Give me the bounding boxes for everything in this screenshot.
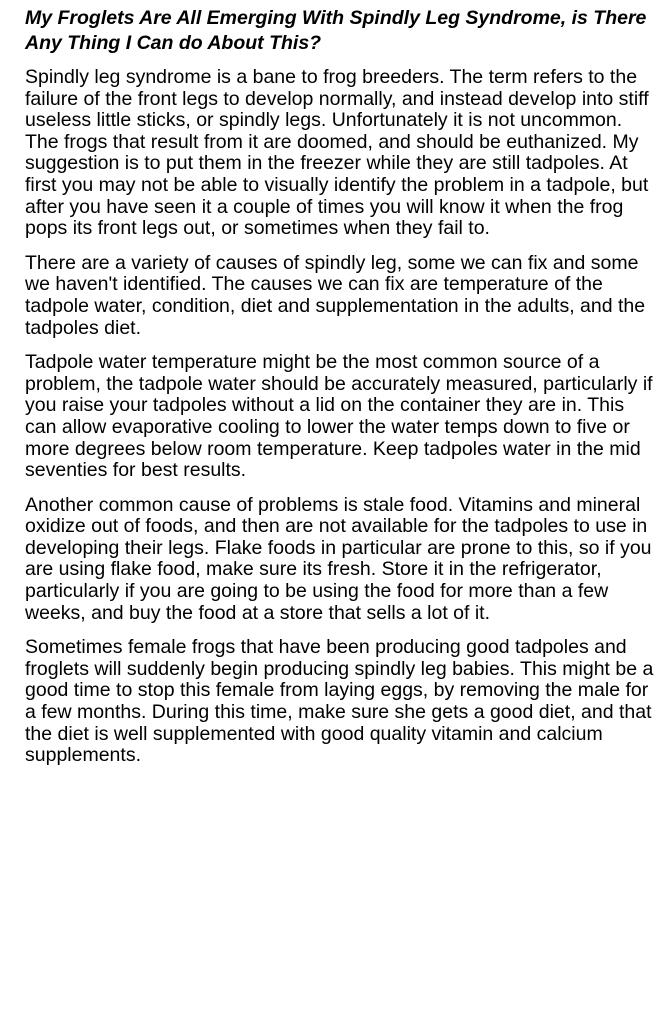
article-paragraph-2: There are a variety of causes of spindly leg, some we can fix and some we haven't identified. The causes we can fix are temperature of the tadpole water, condition, diet and supplementation in the adults, and the tadpoles diet. (25, 251, 646, 339)
article-paragraph-1: Spindly leg syndrome is a bane to frog breeders. The term refers to the failure of the front legs to develop normally, and instead develop into stiff useless little sticks, or spindly legs. Unfortunately it is not uncommon. The frogs that result from it are doomed, and should be euthanized. My suggestion is to put them in the freezer while they are still tadpoles. At first you may not be able to visually identify the problem in a tadpole, but after you have seen it a couple of times you will know it when the frog pops its front legs out, or sometimes when they fail to. (25, 66, 649, 240)
article-paragraph-3: Tadpole water temperature might be the most common source of a problem, the tadpole water should be accurately measured, particularly if you raise your tadpoles without a lid on the container they are in. This can allow evaporative cooling to lower the water temps down to five or more degrees below room temperature. Keep tadpoles water in the mid seventies for best results. (25, 351, 653, 482)
article-title: My Froglets Are All Emerging With Spindly Leg Syndrome, is There Any Thing I Can do About This? (25, 7, 647, 54)
article-paragraph-4: Another common cause of problems is stale food. Vitamins and mineral oxidize out of foods, and then are not available for the tadpoles to use in developing their legs. Flake foods in particular are prone to this, so if you are using flake food, make sure its fresh. Store it in the refrigerator, particularly if you are going to be using the food for more than a few weeks, and buy the food at a store that sells a lot of it. (25, 493, 652, 624)
article (25, 6, 655, 780)
article-paragraph-5: Sometimes female frogs that have been producing good tadpoles and froglets will suddenly begin producing spindly leg babies. This might be a good time to stop this female from laying eggs, by removing the male for a few months. During this time, make sure she gets a good diet, and that the diet is well supplemented with good quality vitamin and calcium supplements. (25, 636, 654, 767)
